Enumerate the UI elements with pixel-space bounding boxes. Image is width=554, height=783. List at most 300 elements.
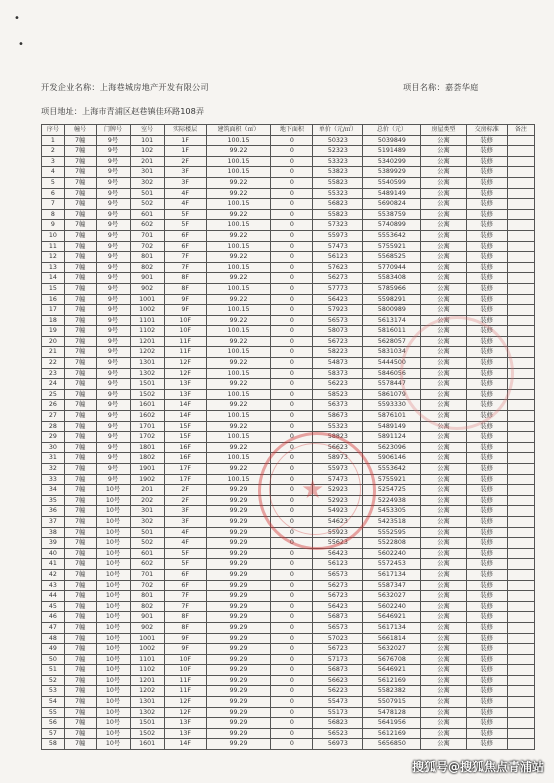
col-type: 公寓: [421, 400, 466, 411]
col-door: 10号: [96, 601, 130, 612]
col-door: 10号: [96, 654, 130, 665]
col-standard: 装修: [466, 305, 507, 316]
col-index: 45: [42, 601, 65, 612]
col-building: 7幢: [64, 368, 96, 379]
col-total-price: 5755921: [363, 474, 421, 485]
col-basement: 0: [271, 241, 313, 252]
col-index: 5: [42, 177, 65, 188]
col-unit-price: 55473: [313, 697, 363, 708]
col-room: 1202: [130, 686, 164, 697]
table-row: [42, 675, 535, 686]
col-index: 55: [42, 707, 65, 718]
col-type: 公寓: [421, 601, 466, 612]
col-building: 7幢: [64, 347, 96, 358]
col-standard: 装修: [466, 728, 507, 739]
col-building: 7幢: [64, 262, 96, 273]
col-floor: 11F: [164, 686, 206, 697]
col-remark: [507, 262, 534, 273]
col-remark: [507, 432, 534, 443]
col-type: 公寓: [421, 336, 466, 347]
col-floor: 4F: [164, 188, 206, 199]
table-row: [42, 167, 535, 178]
col-building: 7幢: [64, 294, 96, 305]
table-row: [42, 601, 535, 612]
col-floor: 9F: [164, 644, 206, 655]
col-area: 100.15: [206, 326, 271, 337]
col-total-price: 5423518: [363, 516, 421, 527]
col-type: 公寓: [421, 739, 466, 750]
col-standard: 装修: [466, 442, 507, 453]
col-type: 公寓: [421, 273, 466, 284]
col-building: 7幢: [64, 686, 96, 697]
col-basement: 0: [271, 675, 313, 686]
col-room: 1101: [130, 315, 164, 326]
col-remark: [507, 315, 534, 326]
table-row: [42, 739, 535, 750]
col-room: 201: [130, 156, 164, 167]
table-row: [42, 305, 535, 316]
col-basement: 0: [271, 665, 313, 676]
col-type: 公寓: [421, 294, 466, 305]
col-index: 15: [42, 283, 65, 294]
col-remark: [507, 591, 534, 602]
col-total-price: 5613174: [363, 315, 421, 326]
header-col-floor: 实际楼层: [164, 125, 206, 136]
col-area: 100.15: [206, 135, 271, 146]
col-door: 9号: [96, 368, 130, 379]
col-building: 7幢: [64, 516, 96, 527]
col-standard: 装修: [466, 686, 507, 697]
col-basement: 0: [271, 230, 313, 241]
col-door: 9号: [96, 199, 130, 210]
col-building: 7幢: [64, 654, 96, 665]
col-type: 公寓: [421, 654, 466, 665]
col-area: 100.15: [206, 432, 271, 443]
col-standard: 装修: [466, 601, 507, 612]
col-index: 39: [42, 538, 65, 549]
col-basement: 0: [271, 548, 313, 559]
col-floor: 16F: [164, 442, 206, 453]
col-door: 10号: [96, 538, 130, 549]
col-remark: [507, 506, 534, 517]
col-total-price: 5553642: [363, 230, 421, 241]
col-remark: [507, 389, 534, 400]
col-standard: 装修: [466, 358, 507, 369]
col-building: 7幢: [64, 135, 96, 146]
col-standard: 装修: [466, 411, 507, 422]
col-type: 公寓: [421, 697, 466, 708]
col-type: 公寓: [421, 559, 466, 570]
col-standard: 装修: [466, 432, 507, 443]
table-row: [42, 697, 535, 708]
col-standard: 装修: [466, 464, 507, 475]
col-unit-price: 56573: [313, 569, 363, 580]
col-index: 13: [42, 262, 65, 273]
col-type: 公寓: [421, 379, 466, 390]
col-unit-price: 52923: [313, 485, 363, 496]
col-basement: 0: [271, 315, 313, 326]
col-area: 100.15: [206, 220, 271, 231]
col-door: 10号: [96, 697, 130, 708]
col-area: 100.15: [206, 368, 271, 379]
header-col-standard: 交房标准: [466, 125, 507, 136]
col-standard: 装修: [466, 220, 507, 231]
col-room: 802: [130, 262, 164, 273]
col-unit-price: 56123: [313, 559, 363, 570]
table-row: [42, 156, 535, 167]
col-standard: 装修: [466, 199, 507, 210]
table-row: [42, 358, 535, 369]
col-type: 公寓: [421, 188, 466, 199]
col-unit-price: 56423: [313, 294, 363, 305]
col-total-price: 5389929: [363, 167, 421, 178]
col-standard: 装修: [466, 675, 507, 686]
col-unit-price: 52323: [313, 146, 363, 157]
col-index: 8: [42, 209, 65, 220]
col-total-price: 5553642: [363, 464, 421, 475]
col-standard: 装修: [466, 294, 507, 305]
col-index: 47: [42, 622, 65, 633]
col-remark: [507, 686, 534, 697]
col-remark: [507, 707, 534, 718]
col-area: 99.29: [206, 739, 271, 750]
col-room: 302: [130, 177, 164, 188]
table-row: [42, 241, 535, 252]
col-basement: 0: [271, 326, 313, 337]
col-door: 9号: [96, 474, 130, 485]
col-basement: 0: [271, 421, 313, 432]
col-floor: 7F: [164, 252, 206, 263]
col-area: 100.15: [206, 305, 271, 316]
col-building: 7幢: [64, 591, 96, 602]
table-row: [42, 135, 535, 146]
col-room: 102: [130, 146, 164, 157]
col-floor: 13F: [164, 718, 206, 729]
col-room: 1501: [130, 379, 164, 390]
col-floor: 1F: [164, 146, 206, 157]
col-total-price: 5602240: [363, 548, 421, 559]
col-unit-price: 58373: [313, 368, 363, 379]
col-remark: [507, 167, 534, 178]
col-door: 9号: [96, 283, 130, 294]
col-area: 99.29: [206, 707, 271, 718]
col-basement: 0: [271, 156, 313, 167]
col-basement: 0: [271, 294, 313, 305]
col-unit-price: 56723: [313, 591, 363, 602]
col-total-price: 5552595: [363, 527, 421, 538]
col-remark: [507, 633, 534, 644]
col-index: 22: [42, 358, 65, 369]
col-basement: 0: [271, 358, 313, 369]
col-floor: 16F: [164, 453, 206, 464]
col-room: 701: [130, 230, 164, 241]
col-total-price: 5831034: [363, 347, 421, 358]
col-unit-price: 54923: [313, 506, 363, 517]
col-area: 99.22: [206, 336, 271, 347]
table-row: [42, 315, 535, 326]
col-standard: 装修: [466, 665, 507, 676]
col-basement: 0: [271, 728, 313, 739]
col-unit-price: 56623: [313, 675, 363, 686]
col-basement: 0: [271, 379, 313, 390]
col-unit-price: 56823: [313, 718, 363, 729]
col-building: 7幢: [64, 718, 96, 729]
col-type: 公寓: [421, 527, 466, 538]
col-floor: 5F: [164, 548, 206, 559]
col-remark: [507, 718, 534, 729]
col-remark: [507, 580, 534, 591]
col-building: 7幢: [64, 612, 96, 623]
col-floor: 12F: [164, 358, 206, 369]
col-total-price: 5632027: [363, 591, 421, 602]
col-type: 公寓: [421, 326, 466, 337]
col-total-price: 5538759: [363, 209, 421, 220]
col-area: 99.22: [206, 358, 271, 369]
col-building: 7幢: [64, 527, 96, 538]
col-remark: [507, 495, 534, 506]
col-index: 25: [42, 389, 65, 400]
col-total-price: 5489149: [363, 421, 421, 432]
col-type: 公寓: [421, 569, 466, 580]
col-door: 9号: [96, 442, 130, 453]
col-remark: [507, 538, 534, 549]
col-floor: 11F: [164, 347, 206, 358]
col-basement: 0: [271, 686, 313, 697]
col-door: 9号: [96, 252, 130, 263]
col-index: 6: [42, 188, 65, 199]
col-floor: 10F: [164, 315, 206, 326]
col-index: 28: [42, 421, 65, 432]
address-line: [41, 106, 204, 117]
col-building: 7幢: [64, 220, 96, 231]
col-building: 7幢: [64, 389, 96, 400]
col-room: 602: [130, 220, 164, 231]
col-remark: [507, 220, 534, 231]
col-standard: 装修: [466, 506, 507, 517]
col-unit-price: 55973: [313, 464, 363, 475]
col-index: 3: [42, 156, 65, 167]
col-door: 10号: [96, 633, 130, 644]
col-unit-price: 53323: [313, 156, 363, 167]
col-building: 7幢: [64, 464, 96, 475]
col-unit-price: 55973: [313, 230, 363, 241]
col-room: 601: [130, 209, 164, 220]
col-standard: 装修: [466, 516, 507, 527]
col-basement: 0: [271, 697, 313, 708]
col-total-price: 5770944: [363, 262, 421, 273]
col-basement: 0: [271, 591, 313, 602]
col-unit-price: 58223: [313, 347, 363, 358]
scan-mark: •: [14, 13, 20, 24]
col-remark: [507, 252, 534, 263]
col-total-price: 5582382: [363, 686, 421, 697]
col-floor: 10F: [164, 665, 206, 676]
col-building: 7幢: [64, 495, 96, 506]
col-unit-price: 58523: [313, 389, 363, 400]
col-index: 9: [42, 220, 65, 231]
col-building: 7幢: [64, 601, 96, 612]
col-door: 9号: [96, 241, 130, 252]
col-area: 99.29: [206, 644, 271, 655]
col-unit-price: 57323: [313, 220, 363, 231]
col-remark: [507, 230, 534, 241]
table-row: [42, 262, 535, 273]
table-row: [42, 400, 535, 411]
col-unit-price: 56623: [313, 442, 363, 453]
col-building: 7幢: [64, 432, 96, 443]
col-total-price: 5612169: [363, 675, 421, 686]
col-basement: 0: [271, 389, 313, 400]
col-area: 99.29: [206, 622, 271, 633]
col-room: 301: [130, 506, 164, 517]
col-room: 1201: [130, 336, 164, 347]
col-total-price: 5785966: [363, 283, 421, 294]
col-type: 公寓: [421, 453, 466, 464]
col-floor: 12F: [164, 697, 206, 708]
col-door: 10号: [96, 644, 130, 655]
col-door: 9号: [96, 167, 130, 178]
col-unit-price: 56423: [313, 548, 363, 559]
col-remark: [507, 654, 534, 665]
col-building: 7幢: [64, 728, 96, 739]
table-row: [42, 506, 535, 517]
table-row: [42, 548, 535, 559]
col-door: 10号: [96, 707, 130, 718]
col-unit-price: 56723: [313, 644, 363, 655]
col-door: 10号: [96, 665, 130, 676]
col-index: 48: [42, 633, 65, 644]
col-remark: [507, 411, 534, 422]
col-door: 9号: [96, 220, 130, 231]
col-type: 公寓: [421, 516, 466, 527]
table-row: [42, 718, 535, 729]
col-room: 201: [130, 485, 164, 496]
col-type: 公寓: [421, 252, 466, 263]
col-floor: 11F: [164, 336, 206, 347]
col-total-price: 5578447: [363, 379, 421, 390]
col-remark: [507, 305, 534, 316]
col-standard: 装修: [466, 633, 507, 644]
col-total-price: 5587347: [363, 580, 421, 591]
col-area: 99.22: [206, 421, 271, 432]
col-type: 公寓: [421, 283, 466, 294]
col-building: 7幢: [64, 538, 96, 549]
header-col-door: 门牌号: [96, 125, 130, 136]
col-basement: 0: [271, 464, 313, 475]
col-building: 7幢: [64, 305, 96, 316]
table-row: [42, 326, 535, 337]
col-unit-price: 57473: [313, 241, 363, 252]
col-total-price: 5598291: [363, 294, 421, 305]
col-index: 30: [42, 442, 65, 453]
col-type: 公寓: [421, 230, 466, 241]
col-index: 37: [42, 516, 65, 527]
col-building: 7幢: [64, 188, 96, 199]
col-building: 7幢: [64, 273, 96, 284]
project-name: 嘉荟华庭: [444, 82, 479, 92]
col-standard: 装修: [466, 167, 507, 178]
col-index: 34: [42, 485, 65, 496]
table-row: [42, 368, 535, 379]
col-floor: 1F: [164, 135, 206, 146]
col-type: 公寓: [421, 728, 466, 739]
col-floor: 4F: [164, 527, 206, 538]
col-floor: 13F: [164, 728, 206, 739]
col-door: 9号: [96, 326, 130, 337]
col-type: 公寓: [421, 262, 466, 273]
table-row: [42, 389, 535, 400]
col-total-price: 5478128: [363, 707, 421, 718]
col-type: 公寓: [421, 177, 466, 188]
col-standard: 装修: [466, 548, 507, 559]
col-area: 99.22: [206, 146, 271, 157]
col-total-price: 5540599: [363, 177, 421, 188]
col-unit-price: 55923: [313, 527, 363, 538]
col-standard: 装修: [466, 559, 507, 570]
col-room: 801: [130, 252, 164, 263]
col-floor: 3F: [164, 177, 206, 188]
col-floor: 13F: [164, 379, 206, 390]
col-area: 99.22: [206, 294, 271, 305]
developer-header: [41, 82, 521, 93]
col-type: 公寓: [421, 675, 466, 686]
col-room: 101: [130, 135, 164, 146]
col-floor: 8F: [164, 283, 206, 294]
col-basement: 0: [271, 220, 313, 231]
col-remark: [507, 474, 534, 485]
col-area: 99.22: [206, 252, 271, 263]
project-address: 上海市青浦区赵巷镇佳环路108弄: [81, 106, 205, 116]
col-building: 7幢: [64, 739, 96, 750]
col-standard: 装修: [466, 273, 507, 284]
col-door: 10号: [96, 548, 130, 559]
col-standard: 装修: [466, 262, 507, 273]
col-index: 50: [42, 654, 65, 665]
col-basement: 0: [271, 209, 313, 220]
col-unit-price: 56873: [313, 665, 363, 676]
col-basement: 0: [271, 442, 313, 453]
col-room: 502: [130, 538, 164, 549]
col-area: 99.29: [206, 495, 271, 506]
table-row: [42, 379, 535, 390]
col-type: 公寓: [421, 707, 466, 718]
col-area: 99.29: [206, 686, 271, 697]
col-type: 公寓: [421, 718, 466, 729]
col-door: 9号: [96, 453, 130, 464]
col-standard: 装修: [466, 156, 507, 167]
col-total-price: 5602240: [363, 601, 421, 612]
col-room: 1301: [130, 358, 164, 369]
col-area: 99.22: [206, 273, 271, 284]
col-type: 公寓: [421, 135, 466, 146]
col-room: 702: [130, 241, 164, 252]
col-remark: [507, 336, 534, 347]
col-type: 公寓: [421, 538, 466, 549]
col-floor: 3F: [164, 516, 206, 527]
col-type: 公寓: [421, 315, 466, 326]
col-total-price: 5676708: [363, 654, 421, 665]
col-remark: [507, 527, 534, 538]
col-room: 1902: [130, 474, 164, 485]
col-room: 502: [130, 199, 164, 210]
col-standard: 装修: [466, 591, 507, 602]
col-area: 99.29: [206, 675, 271, 686]
col-index: 40: [42, 548, 65, 559]
col-building: 7幢: [64, 336, 96, 347]
col-index: 14: [42, 273, 65, 284]
col-room: 602: [130, 559, 164, 570]
col-door: 9号: [96, 347, 130, 358]
